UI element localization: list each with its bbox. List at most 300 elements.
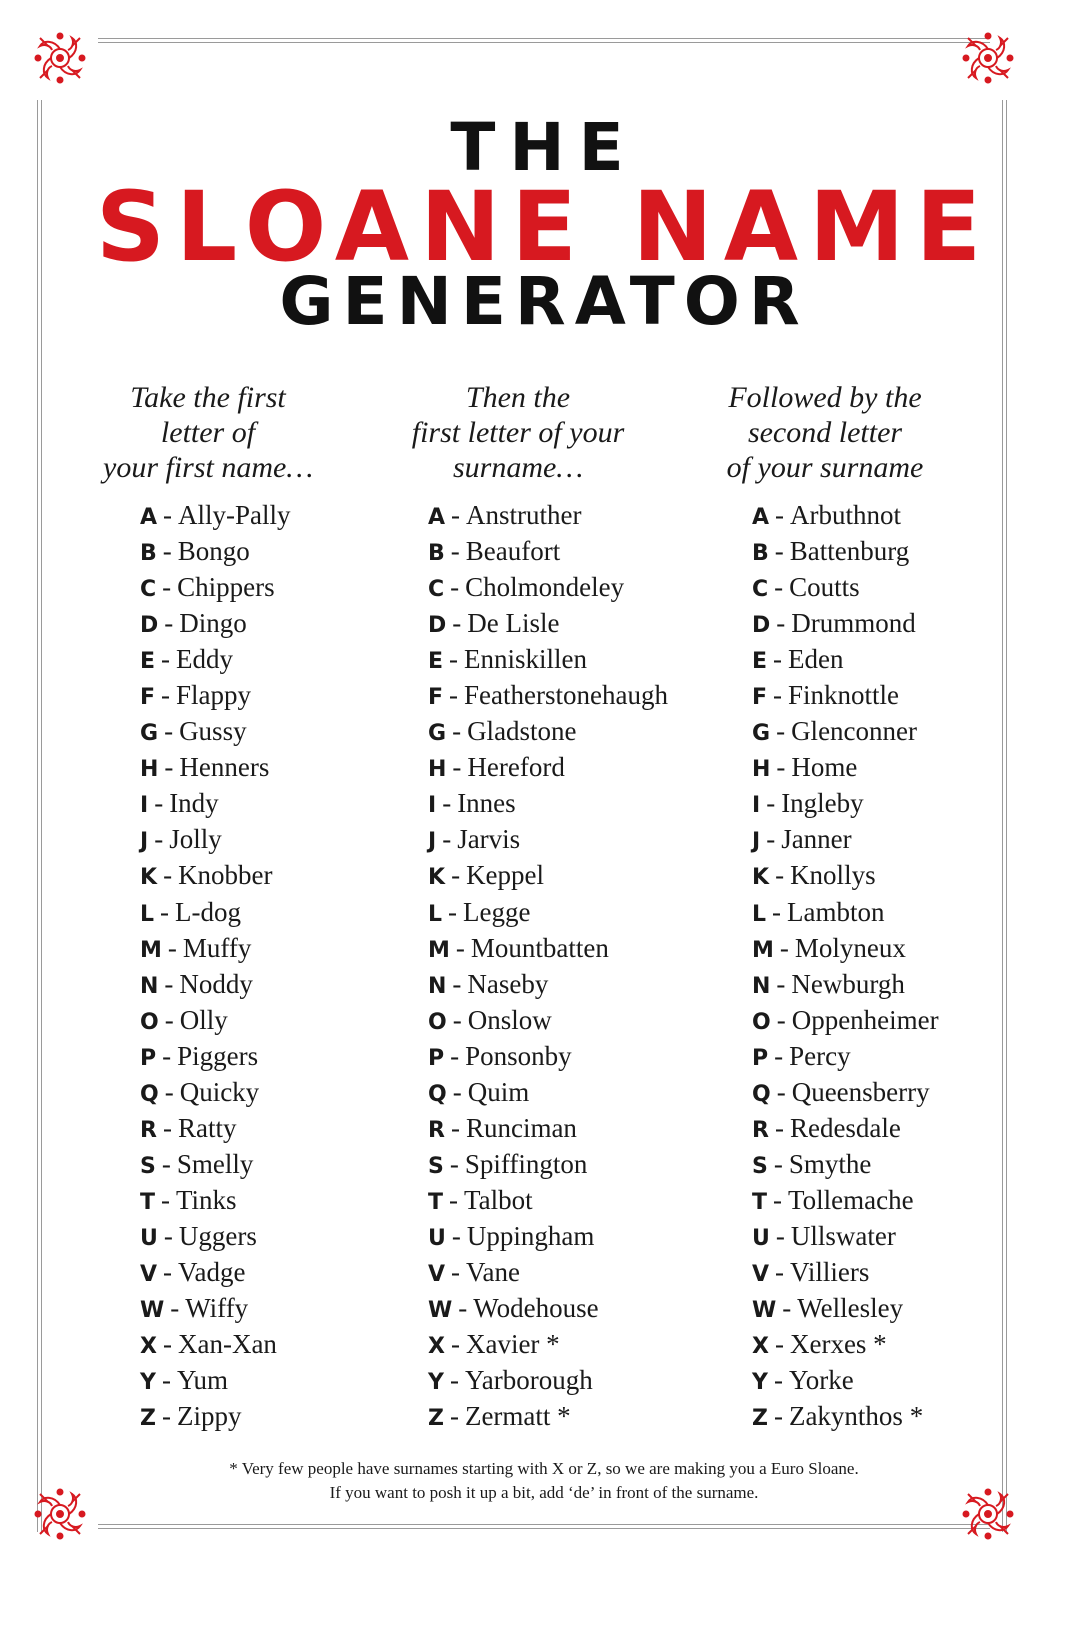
item-letter: B [752, 541, 769, 567]
item-name: Newburgh [791, 968, 905, 999]
item-name: Glenconner [791, 716, 918, 747]
item-letter: X [140, 1334, 157, 1360]
item-letter: R [140, 1117, 157, 1143]
item-name: Jolly [169, 824, 222, 855]
item-separator: - [161, 1365, 171, 1396]
list-item [140, 930, 291, 966]
item-name: Hereford [467, 752, 565, 783]
list-item [428, 857, 668, 893]
list-item [140, 821, 291, 857]
item-letter: K [752, 865, 770, 891]
item-name: Uggers [178, 1220, 257, 1251]
item-separator: - [449, 680, 459, 711]
item-name: L-dog [175, 896, 242, 927]
floral-corner-icon [30, 28, 90, 88]
item-name: Cholmondeley [465, 572, 625, 603]
heading-line: your first name… [103, 451, 313, 484]
item-name: Battenburg [789, 536, 910, 567]
list-item [428, 497, 668, 533]
item-letter: B [428, 541, 445, 567]
item-name: Percy [789, 1040, 851, 1071]
item-letter: Z [140, 1406, 156, 1432]
item-separator: - [154, 788, 164, 819]
item-separator: - [774, 536, 784, 567]
item-name: Piggers [177, 1040, 259, 1071]
item-name: Anstruther [466, 500, 582, 530]
item-separator: - [776, 716, 786, 747]
column-heading-surname-second [665, 380, 985, 485]
heading-line: letter of [160, 416, 256, 449]
item-separator: - [452, 608, 462, 639]
item-name: Eden [788, 644, 844, 675]
item-name: Tollemache [788, 1184, 914, 1215]
item-name: Oppenheimer [791, 1004, 939, 1035]
item-letter: W [140, 1298, 165, 1324]
list-item [140, 533, 291, 569]
item-letter: N [752, 973, 771, 999]
list-item [752, 1182, 939, 1218]
list-item [428, 1182, 668, 1218]
list-item [752, 569, 939, 605]
item-separator: - [164, 968, 174, 999]
list-item [428, 533, 668, 569]
item-letter: K [140, 865, 158, 891]
list-item [752, 533, 939, 569]
item-name: Yum [176, 1365, 228, 1396]
item-separator: - [775, 1220, 785, 1251]
item-name: Uppingham [466, 1220, 595, 1251]
item-separator: - [164, 1076, 174, 1107]
item-name: Vadge [178, 1256, 246, 1287]
item-separator: - [449, 1184, 459, 1215]
item-separator: - [450, 1329, 460, 1360]
item-separator: - [773, 1184, 783, 1215]
item-letter: Z [428, 1406, 444, 1432]
item-letter: I [140, 793, 149, 819]
item-letter: U [428, 1225, 446, 1251]
item-separator: - [775, 860, 785, 891]
item-separator: - [451, 1220, 461, 1251]
item-name: Smythe [788, 1148, 872, 1179]
item-name: Wodehouse [473, 1293, 599, 1324]
item-letter: V [428, 1261, 446, 1287]
item-name: Wellesley [797, 1293, 904, 1324]
item-separator: - [452, 716, 462, 747]
list-item [140, 857, 291, 893]
item-letter: J [140, 829, 149, 855]
frame-bottom-rule [98, 1524, 990, 1529]
item-separator: - [450, 536, 460, 567]
title-the: THE [450, 109, 638, 186]
item-separator: - [773, 1365, 783, 1396]
list-item [752, 1146, 939, 1182]
item-separator: - [451, 860, 461, 891]
list-item [140, 1254, 291, 1290]
list-item [140, 894, 291, 930]
list-item [140, 1218, 291, 1254]
item-separator: - [766, 788, 776, 819]
list-item [752, 1110, 939, 1146]
list-item [752, 1218, 939, 1254]
item-separator: - [773, 1148, 783, 1179]
item-separator: - [779, 932, 789, 963]
item-separator: - [164, 608, 174, 639]
item-name: Naseby [467, 968, 549, 999]
item-letter: L [428, 901, 443, 927]
list-item [428, 785, 668, 821]
list-item [752, 1362, 939, 1398]
list-item [752, 1038, 939, 1074]
heading-line: second letter [747, 416, 903, 449]
list-item [752, 1254, 939, 1290]
item-letter: R [428, 1117, 445, 1143]
item-letter: I [428, 793, 437, 819]
list-item [752, 1326, 939, 1362]
item-letter: R [752, 1117, 769, 1143]
item-name: Onslow [467, 1004, 552, 1035]
item-name: Quim [467, 1076, 530, 1107]
item-name: Bongo [177, 536, 250, 567]
list-item [752, 966, 939, 1002]
list-item [140, 713, 291, 749]
item-separator: - [452, 752, 462, 783]
list-item [752, 713, 939, 749]
item-separator: - [161, 644, 171, 675]
item-name: Molyneux [794, 932, 906, 963]
first-name-list [140, 497, 291, 1434]
item-name: Innes [457, 788, 516, 819]
item-name: Ullswater [790, 1220, 896, 1251]
item-letter: Y [140, 1370, 156, 1396]
item-name: Jarvis [457, 824, 521, 855]
item-separator: - [442, 788, 452, 819]
item-separator: - [773, 644, 783, 675]
list-item [428, 1038, 668, 1074]
item-name: Xerxes * [789, 1329, 887, 1360]
item-name: Lambton [787, 896, 885, 927]
item-letter: D [752, 613, 771, 639]
list-item [140, 1074, 291, 1110]
item-letter: I [752, 793, 761, 819]
list-item [428, 1362, 668, 1398]
item-letter: Q [752, 1081, 771, 1107]
item-letter: C [140, 577, 157, 603]
list-item [752, 894, 939, 930]
list-item [140, 966, 291, 1002]
item-letter: V [752, 1261, 770, 1287]
item-letter: J [428, 829, 437, 855]
column-heading-first-name [48, 380, 368, 485]
item-name: Legge [463, 896, 531, 927]
item-separator: - [161, 1148, 171, 1179]
item-letter: Y [752, 1370, 768, 1396]
item-name: Eddy [176, 644, 234, 675]
heading-line: Followed by the [728, 381, 922, 414]
item-letter: N [140, 973, 159, 999]
item-letter: E [140, 649, 156, 675]
list-item [428, 1110, 668, 1146]
item-letter: P [752, 1045, 769, 1071]
item-letter: F [752, 685, 768, 711]
item-separator: - [773, 680, 783, 711]
item-letter: U [752, 1225, 770, 1251]
item-separator: - [455, 932, 465, 963]
list-item [752, 749, 939, 785]
item-name: Runciman [465, 1112, 577, 1143]
item-name: Keppel [466, 860, 545, 891]
heading-line: of your surname [726, 451, 924, 484]
item-separator: - [776, 968, 786, 999]
list-item [752, 1002, 939, 1038]
item-separator: - [776, 1076, 786, 1107]
list-item [428, 641, 668, 677]
item-letter: G [752, 721, 771, 747]
item-separator: - [775, 1256, 785, 1287]
item-separator: - [782, 1293, 792, 1324]
item-letter: B [140, 541, 157, 567]
list-item [752, 930, 939, 966]
item-name: Spiffington [464, 1148, 588, 1179]
item-name: Indy [169, 788, 219, 819]
item-letter: G [140, 721, 159, 747]
item-name: Flappy [176, 680, 252, 711]
list-item [140, 1182, 291, 1218]
item-separator: - [167, 932, 177, 963]
item-separator: - [163, 1256, 173, 1287]
item-separator: - [451, 500, 461, 530]
item-letter: V [140, 1261, 158, 1287]
item-name: Vane [466, 1256, 521, 1287]
item-separator: - [450, 1040, 460, 1071]
surname-first-list [428, 497, 668, 1434]
item-separator: - [448, 896, 458, 927]
item-letter: H [752, 757, 771, 783]
item-name: Gussy [179, 716, 247, 747]
item-name: Muffy [182, 932, 252, 963]
list-item [428, 966, 668, 1002]
item-letter: E [428, 649, 444, 675]
item-name: Xavier * [465, 1329, 560, 1360]
item-letter: O [140, 1009, 159, 1035]
list-item [140, 497, 291, 533]
item-letter: K [428, 865, 446, 891]
item-separator: - [162, 572, 172, 603]
item-letter: P [428, 1045, 445, 1071]
list-item [428, 1074, 668, 1110]
list-item [428, 605, 668, 641]
item-name: Coutts [789, 572, 860, 603]
item-letter: Y [428, 1370, 444, 1396]
item-name: Knobber [178, 860, 273, 891]
item-letter: T [140, 1189, 156, 1215]
item-name: Home [791, 752, 858, 783]
item-letter: M [140, 937, 162, 963]
item-letter: A [140, 505, 158, 530]
list-item [428, 1398, 668, 1434]
item-name: Drummond [791, 608, 916, 639]
list-item [428, 1326, 668, 1362]
item-separator: - [442, 824, 452, 855]
list-item [428, 1218, 668, 1254]
item-separator: - [163, 1220, 173, 1251]
item-separator: - [164, 752, 174, 783]
item-separator: - [163, 860, 173, 891]
item-letter: J [752, 829, 761, 855]
item-letter: W [752, 1298, 777, 1324]
item-name: Finknottle [788, 680, 900, 711]
item-separator: - [449, 1401, 459, 1432]
item-letter: H [428, 757, 447, 783]
item-name: Noddy [179, 968, 253, 999]
list-item [428, 569, 668, 605]
list-item [140, 1002, 291, 1038]
floral-corner-icon [958, 28, 1018, 88]
item-separator: - [450, 1112, 460, 1143]
heading-line: Take the first [130, 381, 286, 414]
item-name: Ally-Pally [178, 500, 291, 530]
column-heading-surname-first [358, 380, 678, 485]
list-item [752, 677, 939, 713]
item-separator: - [162, 1040, 172, 1071]
item-letter: F [140, 685, 156, 711]
list-item [752, 1074, 939, 1110]
item-separator: - [162, 1112, 172, 1143]
item-letter: N [428, 973, 447, 999]
item-letter: S [752, 1153, 768, 1179]
item-separator: - [772, 896, 782, 927]
footnote-line-2: If you want to posh it up a bit, add ‘de’ in front of the surname. [329, 1483, 759, 1502]
item-name: Yarborough [464, 1365, 593, 1396]
item-letter: D [140, 613, 159, 639]
item-letter: S [428, 1153, 444, 1179]
item-name: Quicky [179, 1076, 260, 1107]
list-item [752, 497, 939, 533]
item-separator: - [449, 644, 459, 675]
item-name: Talbot [464, 1184, 533, 1215]
item-letter: O [428, 1009, 447, 1035]
list-item [140, 1146, 291, 1182]
item-letter: C [752, 577, 769, 603]
item-separator: - [449, 1365, 459, 1396]
item-name: Beaufort [465, 536, 561, 567]
heading-line: surname… [452, 451, 583, 484]
title-generator: GENERATOR [279, 263, 809, 340]
list-item [140, 677, 291, 713]
item-separator: - [451, 1256, 461, 1287]
item-name: Janner [781, 824, 852, 855]
item-letter: T [428, 1189, 444, 1215]
list-item [428, 1290, 668, 1326]
item-separator: - [452, 968, 462, 999]
list-item [140, 1038, 291, 1074]
heading-line: first letter of your [411, 416, 625, 449]
item-letter: A [752, 505, 770, 530]
item-name: Dingo [179, 608, 247, 639]
item-letter: A [428, 505, 446, 530]
list-item [140, 1398, 291, 1434]
list-item [752, 1398, 939, 1434]
item-name: Ingleby [781, 788, 864, 819]
list-item [752, 641, 939, 677]
item-letter: G [428, 721, 447, 747]
item-letter: M [752, 937, 774, 963]
list-item [428, 713, 668, 749]
heading-line: Then the [465, 381, 571, 414]
item-letter: Q [428, 1081, 447, 1107]
item-name: Xan-Xan [177, 1329, 277, 1360]
list-item [752, 857, 939, 893]
item-separator: - [776, 1004, 786, 1035]
list-item [428, 930, 668, 966]
list-item [140, 1362, 291, 1398]
surname-second-list [752, 497, 939, 1434]
list-item [428, 1002, 668, 1038]
item-separator: - [161, 1184, 171, 1215]
item-name: Ponsonby [465, 1040, 572, 1071]
item-letter: X [752, 1334, 769, 1360]
list-item [752, 821, 939, 857]
item-letter: W [428, 1298, 453, 1324]
frame-top-rule [98, 38, 990, 43]
list-item [140, 749, 291, 785]
title-sloane-name: SLOANE NAME [95, 171, 993, 283]
item-separator: - [452, 1076, 462, 1107]
list-item [140, 1326, 291, 1362]
item-separator: - [164, 1004, 174, 1035]
item-name: Zermatt * [464, 1401, 571, 1432]
list-item [752, 1290, 939, 1326]
list-item [428, 749, 668, 785]
item-letter: H [140, 757, 159, 783]
item-name: Olly [179, 1004, 228, 1035]
item-name: Arbuthnot [790, 500, 902, 530]
item-letter: P [140, 1045, 157, 1071]
item-name: Villiers [790, 1256, 870, 1287]
item-name: Henners [179, 752, 270, 783]
item-separator: - [164, 716, 174, 747]
item-separator: - [163, 500, 173, 530]
item-separator: - [774, 572, 784, 603]
list-item [140, 605, 291, 641]
item-separator: - [452, 1004, 462, 1035]
footnote-line-1: * Very few people have surnames starting with X or Z, so we are making you a Euro Sloane. [229, 1459, 859, 1478]
item-letter: D [428, 613, 447, 639]
list-item [428, 1254, 668, 1290]
list-item [140, 1290, 291, 1326]
list-item [140, 1110, 291, 1146]
item-letter: C [428, 577, 445, 603]
item-separator: - [458, 1293, 468, 1324]
item-separator: - [773, 1401, 783, 1432]
list-item [752, 605, 939, 641]
list-item [140, 785, 291, 821]
item-name: Zippy [176, 1401, 242, 1432]
list-item [428, 821, 668, 857]
item-name: Knollys [790, 860, 876, 891]
item-name: Redesdale [789, 1112, 901, 1143]
item-separator: - [170, 1293, 180, 1324]
item-letter: L [752, 901, 767, 927]
item-separator: - [154, 824, 164, 855]
list-item [140, 641, 291, 677]
item-separator: - [775, 500, 785, 530]
item-name: Smelly [176, 1148, 254, 1179]
item-name: Enniskillen [464, 644, 588, 675]
item-letter: Q [140, 1081, 159, 1107]
item-separator: - [162, 1329, 172, 1360]
item-name: Ratty [177, 1112, 237, 1143]
item-separator: - [160, 896, 170, 927]
